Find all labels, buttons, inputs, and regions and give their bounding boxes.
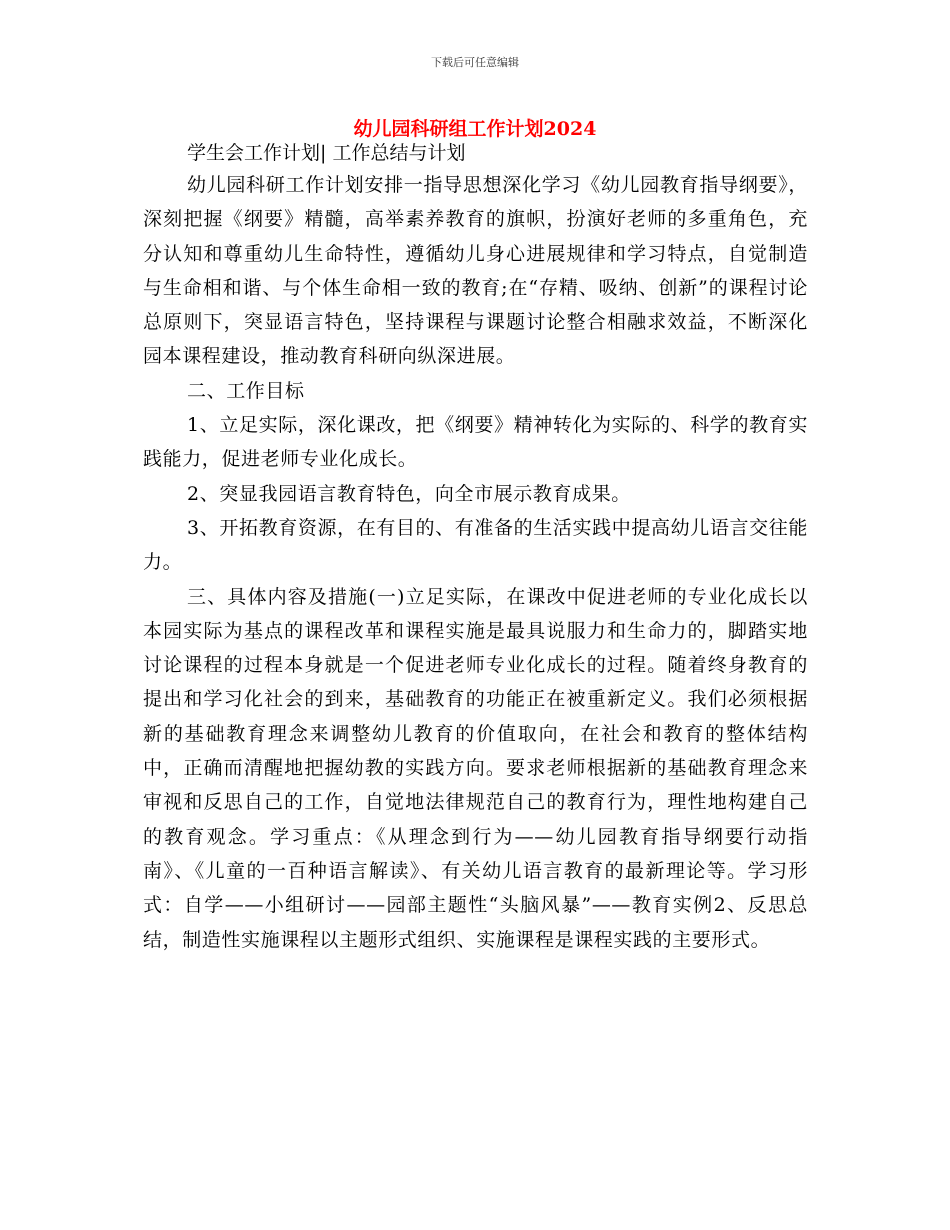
document-title: 幼儿园科研组工作计划2024 bbox=[353, 118, 597, 140]
paragraph-goal-2: 2、突显我园语言教育特色，向全市展示教育成果。 bbox=[187, 482, 631, 505]
heading-work-goals: 二、工作目标 bbox=[187, 379, 305, 402]
paragraph-goal-1: 1、立足实际，深化课改，把《纲要》精神转化为实际的、科学的教育实践能力，促进老师专业化成长。 bbox=[143, 414, 808, 471]
document-subtitle: 学生会工作计划| 工作总结与计划 bbox=[187, 142, 466, 164]
paragraph-guiding-thought: 幼儿园科研工作计划安排一指导思想深化学习《幼儿园教育指导纲要》，深刻把握《纲要》精髓，高举素养教育的旗帜，扮演好老师的多重角色，充分认知和尊重幼儿生命特性，遵循幼儿身心进展规律和学习特点，自觉制造与生命相和谐、与个体生命相一致的教育;在“存精、吸纳、创新”的课程讨论总原则下，突显语言特色，坚持课程与课题讨论整合相融求效益，不断深化园本课程建设，推动教育科研向纵深进展。 bbox=[143, 174, 808, 368]
page-header-note: 下载后可任意编辑 bbox=[431, 56, 519, 69]
paragraph-content-measures: 三、具体内容及措施(一)立足实际，在课改中促进老师的专业化成长以本园实际为基点的课程改革和课程实施是最具说服力和生命力的，脚踏实地讨论课程的过程本身就是一个促进老师专业化成长的过程。随着终身教育的提出和学习化社会的到来，基础教育的功能正在被重新定义。我们必须根据新的基础教育理念来调整幼儿教育的价值取向，在社会和教育的整体结构中，正确而清醒地把握幼教的实践方向。要求老师根据新的基础教育理念来审视和反思自己的工作，自觉地法律规范自己的教育行为，理性地构建自己的教育观念。学习重点：《从理念到行为——幼儿园教育指导纲要行动指南》、《儿童的一百种语言解读》、有关幼儿语言教育的最新理论等。学习形式：自学——小组研讨——园部主题性“头脑风暴”——教育实例2、反思总结，制造性实施课程以主题形式组织、实施课程是课程实践的主要形式。 bbox=[143, 585, 808, 951]
document-body bbox=[143, 138, 808, 957]
paragraph-goal-3: 3、开拓教育资源，在有目的、有准备的生活实践中提高幼儿语言交往能力。 bbox=[143, 516, 808, 574]
